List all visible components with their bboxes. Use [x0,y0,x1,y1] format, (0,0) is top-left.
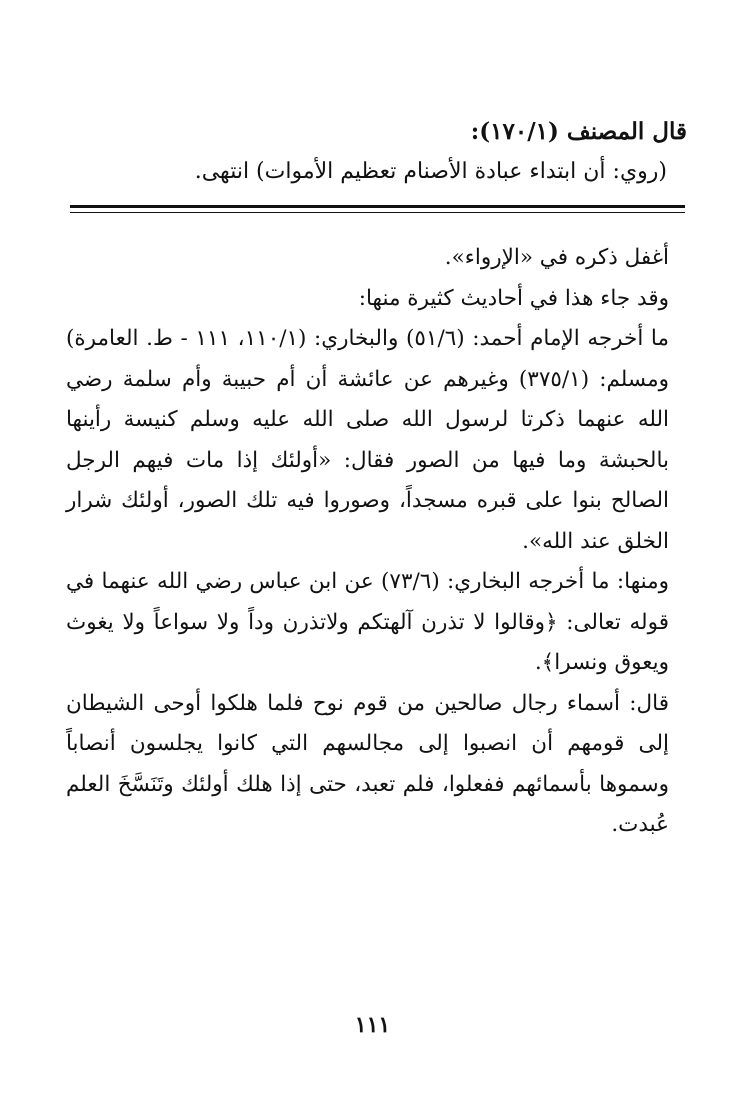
paragraph-aisha-hadith: ما أخرجه الإمام أحمد: (٥١/٦) والبخاري: (١١٠/١، ١١١ - ط. العامرة) ومسلم: (٣٧٥/١) وغيرهم عن عائشة أن أم حبيبة وأم سلمة رضي الله عنهما ذكرتا لرسول الله صلى الله عليه وسلم كنيسة رأينها بالحبشة وما فيها من الصور فقال: «أولئك إذا مات فيهم الرجل الصالح بنوا على قبره مسجداً، وصوروا فيه تلك الصور، أولئك شرار الخلق عند الله». [66,326,670,554]
section-header [70,112,687,192]
page-number: ١١١ [354,1012,391,1038]
paragraph-explanation: قال: أسماء رجال صالحين من قوم نوح فلما هلكوا أوحى الشيطان إلى قومهم أن انصبوا إلى مجالسهم التي كانوا يجلسون أنصاباً وسموها بأسمائهم ففعلوا، فلم تعبد، حتى إذا هلك أولئك وتَنَسَّخَ العلم عُبدت. [66,690,669,837]
commentary-body [66,238,687,846]
paragraph-intro: وقد جاء هذا في أحاديث كثيرة منها: [358,285,669,311]
paragraph-irwa-note: أغفل ذكره في «الإرواء». [444,245,669,270]
separator-thick-line [70,205,685,208]
quoted-statement: (روي: أن ابتداء عبادة الأصنام تعظيم الأموات) انتهى. [194,159,667,184]
author-heading: قال المصنف (١٧٠/١): [470,118,687,145]
separator-thin-line [70,212,685,213]
paragraph-ibn-abbas: ومنها: ما أخرجه البخاري: (٧٣/٦) عن ابن عباس رضي الله عنهما في قوله تعالى: ﴿وقالوا لا تذرن آلهتكم ولاتذرن وداً ولا سواعاً ولا يغوث ويعوق ونسرا﴾. [66,569,669,675]
